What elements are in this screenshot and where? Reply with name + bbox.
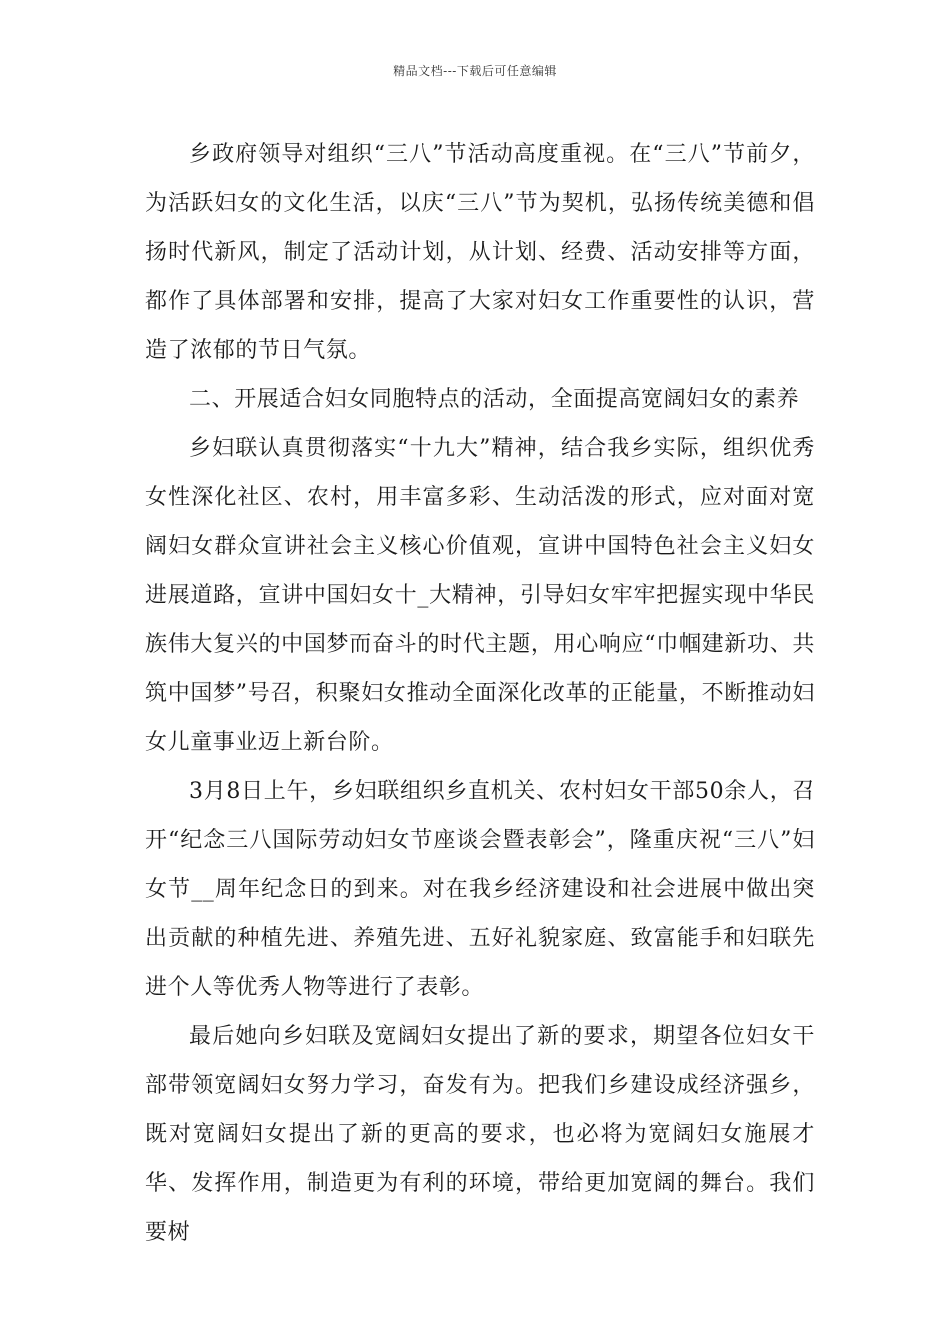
section-heading: 二、开展适合妇女同胞特点的活动，全面提高宽阔妇女的素养	[189, 387, 800, 412]
paragraph-activities: 乡妇联认真贯彻落实“十九大”精神，结合我乡实际，组织优秀女性深化社区、农村，用丰富多彩、生动活泼的形式，应对面对宽阔妇女群众宣讲社会主义核心价值观，宣讲中国特色社会主义妇女进展道路，宣讲中国妇女十_大精神，引导妇女牢牢把握实现中华民族伟大复兴的中国梦而奋斗的时代主题，用心响应“巾帼建新功、共筑中国梦”号召，积聚妇女推动全面深化改革的正能量，不断推动妇女儿童事业迈上新台阶。	[145, 436, 815, 755]
document-body	[145, 130, 815, 1257]
paragraph-requirements: 最后她向乡妇联及宽阔妇女提出了新的要求，期望各位妇女干部带领宽阔妇女努力学习，奋发有为。把我们乡建设成经济强乡，既对宽阔妇女提出了新的更高的要求，也必将为宽阔妇女施展才华、发挥作用，制造更为有利的环境，带给更加宽阔的舞台。我们要树	[145, 1024, 815, 1245]
paragraph-meeting: 3月8日上午，乡妇联组织乡直机关、农村妇女干部50余人，召开“纪念三八国际劳动妇女节座谈会暨表彰会”，隆重庆祝“三八”妇女节__周年纪念日的到来。对在我乡经济建设和社会进展中做出突出贡献的种植先进、养殖先进、五好礼貌家庭、致富能手和妇联先进个人等优秀人物等进行了表彰。	[145, 779, 815, 1000]
paragraph-leadership: 乡政府领导对组织“三八”节活动高度重视。在“三八”节前夕，为活跃妇女的文化生活，以庆“三八”节为契机，弘扬传统美德和倡扬时代新风，制定了活动计划，从计划、经费、活动安排等方面，都作了具体部署和安排，提高了大家对妇女工作重要性的认识，营造了浓郁的节日气氛。	[145, 142, 815, 363]
page-header: 精品文档---下载后可任意编辑	[393, 64, 557, 78]
